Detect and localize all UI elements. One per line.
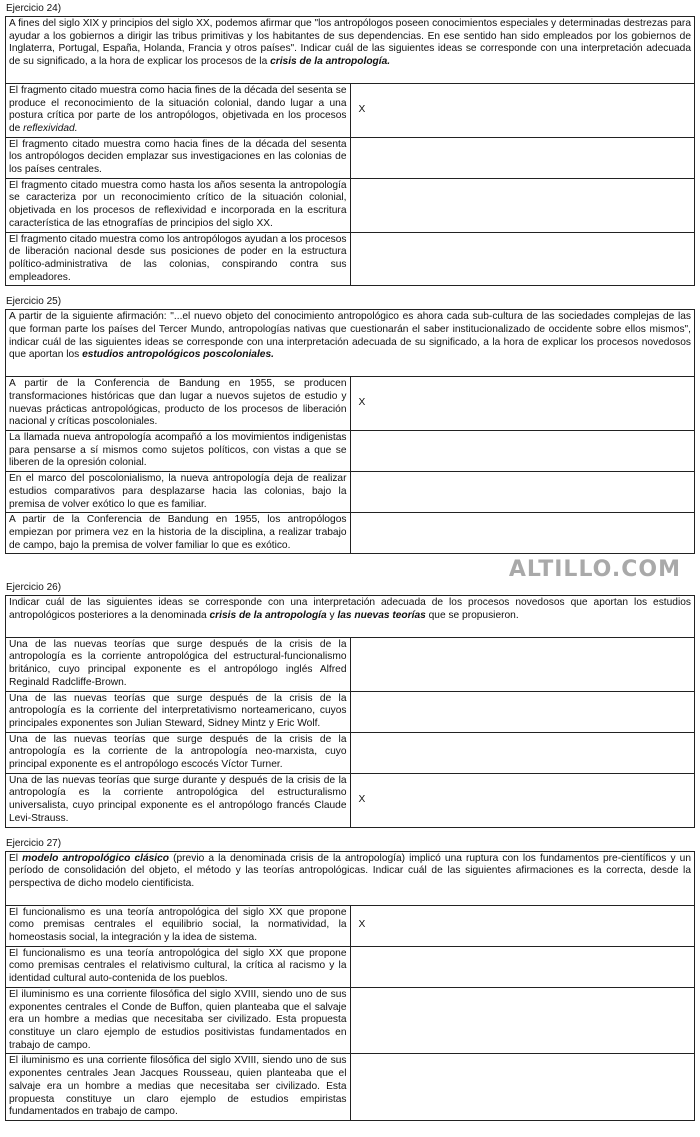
answer-mark-cell[interactable] [350,232,695,286]
text-segment: (previo a la denominada crisis de la antropología) implicó una ruptura con los fundamentos pre-científicos y un período de consolidación del objeto, el método y las teorías antropológicas. Indicar cuál de las siguientes afirmaciones es la correcta, desde la perspectiva de dicho modelo cientificista. [9,852,692,889]
answer-mark-cell[interactable] [350,472,695,513]
option-row[interactable] [6,637,695,691]
exercise-table [5,309,695,554]
answer-mark-cell[interactable] [350,137,695,178]
text-segment: y [326,610,338,622]
text-segment: Una de las nuevas teorías que surge después de la crisis de la antropología es la corriente de la antropología neo-marxista, cuyo principal exponente es el antropólogo escocés Víctor Turner. [9,733,347,771]
answer-mark-cell[interactable] [350,946,695,987]
emphasized-text: crisis de la antropología. [270,56,391,68]
question-text [6,310,695,377]
option-row[interactable] [6,232,695,286]
option-row[interactable] [6,691,695,732]
exercise-26 [5,582,695,827]
text-segment: A partir de la Conferencia de Bandung en 1955, los antropólogos empiezan por primera vez en la historia de la disciplina, a realizar trabajo de campo, bajo la premisa de volver familiar lo que es exótico. [9,514,347,551]
option-text [6,773,351,827]
option-text [6,178,351,232]
option-text [6,1054,351,1121]
option-text [6,691,351,732]
emphasized-text: estudios antropológicos poscoloniales. [82,349,274,361]
text-segment: El fragmento citado muestra como hasta los años sesenta la antropología se caracteriza por un reconocimiento crítico de la situación colonial, objetivada en los procesos de reflexividad e incorporada en la escritura característica de las etnografías de principios del siglo XX. [9,179,347,229]
option-row[interactable] [6,732,695,773]
option-text [6,472,351,513]
option-row[interactable] [6,773,695,827]
answer-mark-cell[interactable]: X [350,377,695,431]
text-segment: El funcionalismo es una teoría antropológica del siglo XX que propone como premisas centrales el relativismo cultural, la crítica al racismo y la identidad cultural auto-contenida de los pueblos. [9,947,347,985]
text-segment: A partir de la Conferencia de Bandung en 1955, se producen transformaciones históricas que dan lugar a nuevos sujetos de estudio y nuevas prácticas antropológicas, producto de los procesos de liberación nacional y críticas poscoloniales. [9,378,347,428]
exercise-27 [5,838,695,1121]
exercise-24 [5,3,695,286]
option-text [6,946,351,987]
option-row[interactable] [6,905,695,946]
option-text [6,232,351,286]
answer-mark-cell[interactable] [350,691,695,732]
option-text [6,732,351,773]
text-segment: El fragmento citado muestra como hacia fines de la década del sesenta los antropólogos deciden emplazar sus investigaciones en las colonias de los países centrales. [9,138,347,176]
option-text [6,430,351,471]
text-segment: En el marco del poscolonialismo, la nueva antropología deja de realizar estudios comparativos para desplazarse hacia las colonias, bajo la premisa de volver exótico lo que es familiar. [9,473,347,510]
emphasized-text: reflexividad. [23,122,78,134]
text-segment: Indicar cuál de las siguientes ideas se corresponde con una interpretación adecuada de los procesos novedosos que aportan los estudios antropológicos posteriores a la denominada [9,597,691,622]
option-text [6,637,351,691]
text-segment: Una de las nuevas teorías que surge durante y después de la crisis de la antropología es la corriente antropológica del estructuralismo universalista, cuyo principal exponente es el antropólogo francés Claude Levi-Strauss. [9,774,347,824]
text-segment: Una de las nuevas teorías que surge después de la crisis de la antropología es la corriente antropológica del estructural-funcionalismo británico, cuyo principal exponente es el antropólogo inglés Alfred Reginald Radcliffe-Brown. [9,638,347,688]
question-text [6,596,695,637]
exercise-label: Ejercicio 25) [6,296,62,308]
text-segment: La llamada nueva antropología acompañó a los movimientos indigenistas para pensarse a sí mismos como sujetos políticos, con vistas a que se liberen de la opresión colonial. [9,431,347,469]
option-text [6,905,351,946]
answer-mark-cell[interactable] [350,987,695,1054]
option-row[interactable] [6,377,695,431]
text-segment: Una de las nuevas teorías que surge después de la crisis de la antropología es la corriente del interpretativismo norteamericano, cuyos principales exponentes son Julian Steward, Sidney Mintz y Eric Wolf. [9,692,347,729]
option-row[interactable] [6,1054,695,1121]
option-text [6,513,351,554]
option-row[interactable] [6,987,695,1054]
answer-mark-cell[interactable]: X [350,773,695,827]
question-row [6,310,695,377]
answer-mark-cell[interactable] [350,430,695,471]
text-segment: El fragmento citado muestra como los antropólogos ayudan a los procesos de liberación nacional desde sus posiciones de poder en la estructura político-administrativa de las colonias, conspirando contra sus empleadores. [9,233,347,283]
answer-mark-cell[interactable]: X [350,905,695,946]
emphasized-text: crisis de la antropología [209,610,327,622]
answer-mark-cell[interactable] [350,178,695,232]
question-row [6,596,695,637]
option-row[interactable] [6,430,695,471]
option-text [6,987,351,1054]
answer-mark-cell[interactable] [350,637,695,691]
exercise-table [5,595,695,827]
text-segment: El iluminismo es una corriente filosófica del siglo XVIII, siendo uno de sus exponentes centrales el Conde de Buffon, quien planteaba que el salvaje era un hombre a medias que necesitaba ser civilizado. Esta propuesta constituye un claro ejemplo de estudios positivistas fundamentados en trabajo de campo. [9,988,347,1051]
exercise-label: Ejercicio 27) [6,837,62,849]
question-text [6,851,695,905]
option-text [6,83,351,137]
option-row[interactable] [6,178,695,232]
option-row[interactable] [6,83,695,137]
text-segment: El funcionalismo es una teoría antropológica del siglo XX que propone como premisas centrales el equilibrio social, la normatividad, la homeostasis social, la integración y la idea de sistema. [9,906,347,944]
exercise-table [5,16,695,286]
emphasized-text: las nuevas teorías [337,610,426,622]
option-text [6,377,351,431]
emphasized-text: modelo antropológico clásico [22,852,170,864]
text-segment: El fragmento citado muestra como hacia fines de la década del sesenta se produce el reconocimiento de la situación colonial, dando lugar a una postura crítica por parte de los antropólogos, objetivada en los procesos de [9,84,347,134]
option-row[interactable] [6,472,695,513]
answer-mark-cell[interactable] [350,732,695,773]
text-segment: El [9,852,23,864]
option-row[interactable] [6,137,695,178]
option-row[interactable] [6,946,695,987]
watermark: ALTILLO.COM [508,557,681,583]
exercise-label: Ejercicio 26) [6,582,62,594]
exercise-label: Ejercicio 24) [6,3,62,14]
text-segment: A fines del siglo XIX y principios del siglo XX, podemos afirmar que "los antropólogos poseen conocimientos especiales y determinadas destrezas para ayudar a los gobiernos a dirigir las tribus primitivas y los habitantes de sus dependencias. En ese sentido han sido empleados por los gobiernos de Inglaterra, Portugal, España, Holanda, Francia y otros países". Indicar cuál de las siguientes ideas se corresponde con una interpretación adecuada de su significado, a la hora de explicar los procesos de la [9,18,691,68]
text-segment: El iluminismo es una corriente filosófica del siglo XVIII, siendo uno de sus exponentes centrales Jean Jacques Rousseau, quien planteaba que el salvaje era un hombre a medias que necesitaba ser civilizado. Esta propuesta constituye un claro ejemplo de estudios empiristas fundamentados en trabajo de campo. [9,1055,347,1118]
text-segment: A partir de la siguiente afirmación: "...el nuevo objeto del conocimiento antropológico es ahora cada sub-cultura de las sociedades complejas de las que forman parte los países del Tercer Mundo, antropologías nativas que cuestionarán el saber institucionalizado de occidente sobre ellos mismos", indicar cuál de las siguientes ideas se corresponde con una interpretación adecuada de su significado, a la hora de explicar los procesos novedosos que aportan los [9,311,691,361]
answer-mark-cell[interactable] [350,1054,695,1121]
answer-mark-cell[interactable] [350,513,695,554]
answer-mark-cell[interactable]: X [350,83,695,137]
text-segment: que se propusieron. [425,610,519,622]
question-row [6,851,695,905]
exercise-table [5,851,695,1121]
exercise-25 [5,296,695,554]
watermark-row [5,558,695,582]
option-row[interactable] [6,513,695,554]
question-text [6,17,695,84]
question-row [6,17,695,84]
option-text [6,137,351,178]
